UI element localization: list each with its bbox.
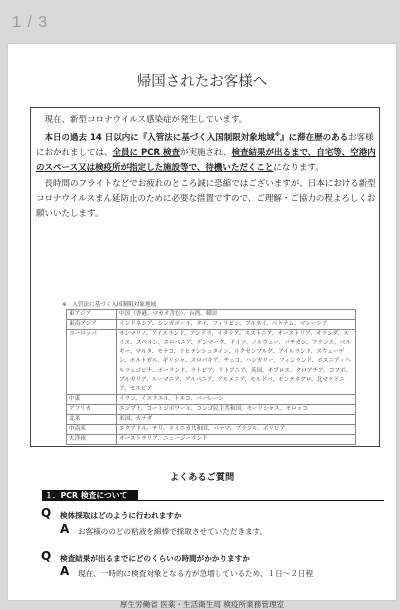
notice-paragraph-2 — [36, 128, 376, 176]
countries-cell: イラン、イスラエル、トルコ、バーレーン — [117, 394, 356, 404]
countries-cell: 米国、カナダ — [117, 415, 356, 425]
notice-text — [36, 113, 376, 222]
notice-underlined-text: 検査結果が出るまで、自宅等、空港内のスペース又は検疫所が指定した施設等で、待機いただくこと — [36, 148, 376, 174]
notice-bold-text: 本日の過去 14 日以内に『入管法に基づく入国制限対象地域 — [44, 133, 275, 144]
restricted-regions-table — [66, 309, 356, 445]
faq-section-label: １．PCR 検査について — [42, 490, 138, 501]
faq-answer-2: 現在、一時的に検査対象となる方が急増しているため、１日～２日程 — [78, 569, 314, 578]
table-row — [67, 404, 356, 414]
table-row — [67, 394, 356, 404]
question-mark-letter: Q — [41, 549, 52, 563]
countries-cell: エクアドル、チリ、ドミニカ共和国、パナマ、ブラジル、ボリビア — [117, 425, 356, 435]
table-row — [67, 330, 356, 395]
countries-cell: 中国（香港、マカオ含む）、台湾、韓国 — [117, 310, 356, 320]
table-row — [67, 310, 356, 320]
document-page — [8, 44, 396, 609]
faq-section-bar — [42, 490, 384, 501]
region-cell: ヨーロッパ — [67, 330, 117, 395]
faq-answer-1: お客様ののどの粘液を綿棒で採取させていただきます。 — [78, 527, 268, 536]
notice-footnote-mark: ※ — [274, 132, 281, 139]
answer-mark-letter: A — [60, 564, 70, 578]
countries-cell: サンマリノ、アイスランド、アンドラ、イタリア、エストニア、オーストリア、オランダ、スイス、スペイン、スロベニア、デンマーク、ドイツ、ノルウェー、バチカン、フランス、ベルギー、マルタ、モナコ、リヒテンシュタイン、ルクセンブルグ、アイルランド、スウェーデン、ポルトガル、ギリシャ、スロバキア、チェコ、ハンガリー、フィンランド、ボスニア・ヘルツェゴビナ、ポーランド、ラトビア、リトアニア、英国、キプロス、クロアチア、コソボ、ブルガリア、ルーマニア、アルバニア、アルメニア、モルドバ、モンテネグロ、北マケドニア、セルビア — [117, 330, 356, 395]
table-row — [67, 425, 356, 435]
document-title: 帰国されたお客様へ — [136, 74, 268, 90]
page-counter: 1 / 3 — [12, 14, 49, 31]
table-row — [67, 435, 356, 445]
notice-bold-text: 』に滞在歴のある — [280, 133, 349, 144]
notice-plain-text: お客様におかれましては、 — [36, 133, 374, 159]
faq-heading: よくあるご質問 — [169, 472, 235, 483]
notice-paragraph-1: 現在、新型コロナウイルス感染症が発生しています。 — [44, 115, 248, 125]
region-cell: 中南米 — [67, 425, 117, 435]
notice-plain-text: が実施され、 — [179, 148, 232, 159]
region-cell: 中東 — [67, 394, 117, 404]
countries-cell: エジプト、コートジボワール、コンゴ民主共和国、モーリシャス、モロッコ — [117, 404, 356, 414]
notice-paragraph-3: 長時間のフライトなどでお疲れのところ誠に恐縮ではございますが、日本における新型コロナウイルスまん延防止のために必要な措置ですので、ご理解・ご協力の程よろしくお願いいたします。 — [36, 178, 376, 220]
region-cell: 東南アジア — [67, 320, 117, 330]
region-cell: 大洋州 — [67, 435, 117, 445]
notice-underlined-text: 全員に PCR 検査 — [112, 148, 180, 159]
answer-mark-letter: A — [60, 522, 70, 536]
notice-plain-text: になります。 — [273, 163, 324, 174]
question-mark-letter: Q — [41, 506, 52, 520]
faq-question-2: 検査結果が出るまでにどのくらいの時間がかかりますか — [60, 554, 250, 563]
faq-question-1: 検体採取はどのように行われますか — [60, 511, 182, 520]
countries-cell: オーストラリア、ニュージーランド — [117, 435, 356, 445]
document-footer: 厚生労働省 医薬・生活衛生局 検疫所業務管理室 — [119, 600, 285, 609]
region-cell: 東アジア — [67, 310, 117, 320]
region-cell: 北米 — [67, 415, 117, 425]
table-row — [67, 415, 356, 425]
table-row — [67, 320, 356, 330]
table-caption: ※ 入管法に基づく入国制限対象地域 — [62, 302, 157, 308]
countries-cell: インドネシア、シンガポール、タイ、フィリピン、ブルネイ、ベトナム、マレーシア — [117, 320, 356, 330]
region-cell: アフリカ — [67, 404, 117, 414]
